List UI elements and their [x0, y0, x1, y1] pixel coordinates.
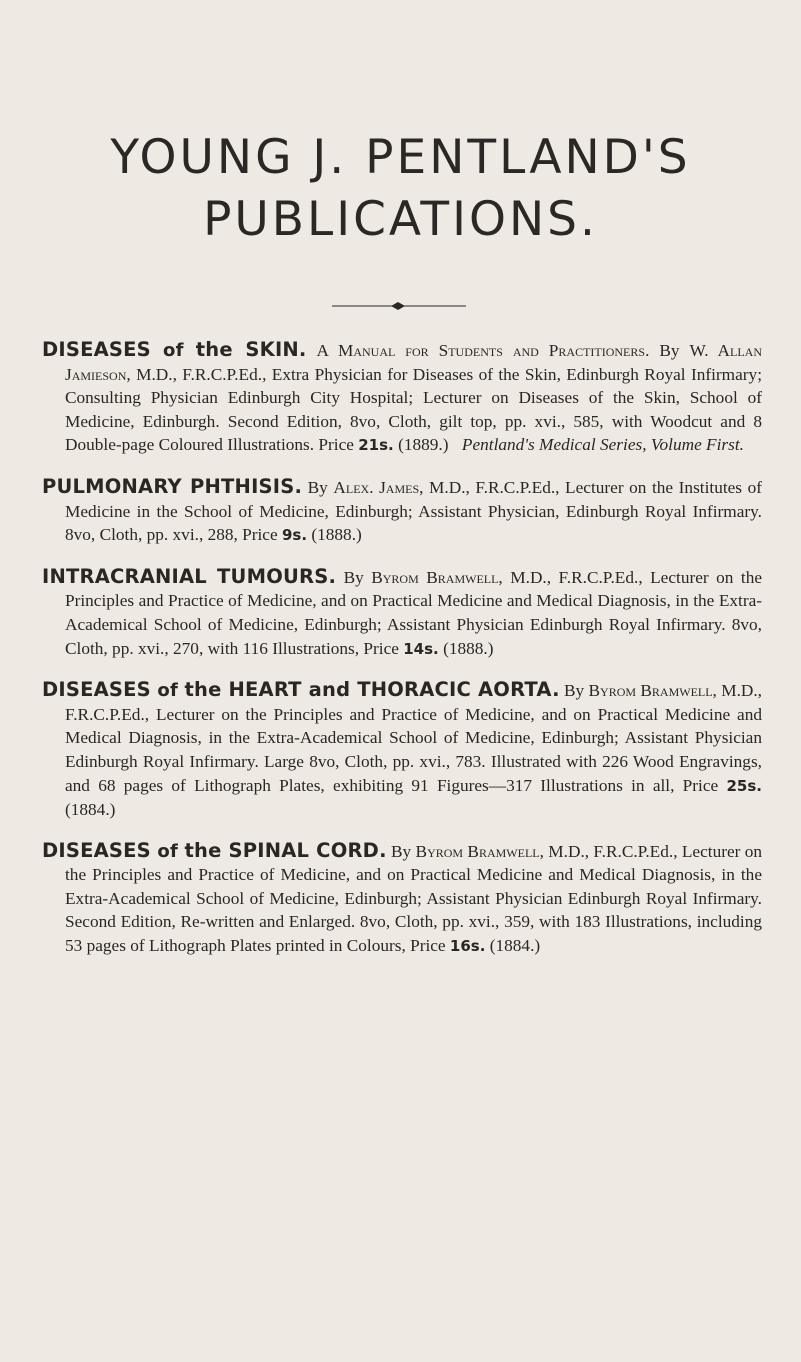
entry-by: By	[559, 681, 589, 701]
entry-year: (1888.)	[438, 638, 494, 658]
entry-year: (1889.)	[393, 435, 449, 455]
entry-title: DISEASES	[42, 838, 151, 862]
list-item	[42, 839, 762, 959]
entry-title-rest: the HEART and THORACIC AORTA.	[184, 678, 560, 702]
entry-title-of: of	[150, 680, 185, 702]
entry-title-of: of	[150, 840, 185, 862]
entry-author: Byrom Bramwell,	[371, 567, 503, 587]
entry-year: (1884.)	[485, 936, 541, 956]
entry-by: By	[386, 841, 416, 861]
entry-author: Byrom Bramwell,	[415, 841, 544, 861]
list-item	[42, 338, 762, 458]
entry-title-rest: the SKIN.	[195, 338, 307, 361]
entry-author: Alex. James,	[333, 477, 424, 497]
publisher-title: YOUNG J. PENTLAND'S	[110, 130, 691, 185]
entry-author: Byrom Bramwell,	[588, 681, 717, 701]
entry-description: M.D., F.R.C.P.Ed., Extra Physician for Diseases of the Skin, Edinburgh Royal Infirmary; Consulting Physician Edinburgh City Hospital; Lecturer on Diseases of the Skin, School of Medicine, Edinburgh. Second Edition, 8vo, Cloth, gilt top, pp. xvi., 585, with Woodcut and 8 Double-page Coloured Illustrations. Price	[65, 364, 762, 455]
entry-series: Pentland's Medical Series, Volume First.	[461, 435, 744, 455]
entry-by: By	[336, 567, 372, 587]
entry-author: W. Allan Jamieson,	[65, 341, 763, 384]
entry-by: By	[649, 341, 690, 360]
entry-description: M.D., F.R.C.P.Ed., Lecturer on the Principles and Practice of Medicine, and on Practical Medicine and Medical Diagnosis, in the Extra-Academical School of Medicine, Edinburgh; Assistant Physician Edinburgh Royal Infirmary. 8vo, Cloth, pp. xvi., 270, with 116 Illustrations, Price	[65, 567, 763, 658]
entry-title-rest: the SPINAL CORD.	[184, 838, 387, 862]
entry-price: 14s.	[403, 639, 439, 658]
entry-description: M.D., F.R.C.P.Ed., Lecturer on the Institutes of Medicine in the School of Medicine, Edinburgh; Assistant Physician, Edinburgh Royal Infirmary. 8vo, Cloth, pp. xvi., 288, Price	[65, 477, 762, 545]
list-item	[42, 678, 762, 822]
entry-title: DISEASES	[42, 338, 151, 361]
entry-title: DISEASES	[42, 678, 151, 702]
entry-description: M.D., F.R.C.P.Ed., Lecturer on the Principles and Practice of Medicine, and on Practical Medicine and Medical Diagnosis, in the Extra-Academical School of Medicine, Edinburgh; Assistant Physician Edinburgh Royal Infirmary. Second Edition, Re-written and Enlarged. 8vo, Cloth, pp. xvi., 359, with 183 Illustrations, including 53 pages of Lithograph Plates printed in Colours, Price	[65, 841, 763, 956]
list-item	[42, 475, 762, 548]
entry-price: 9s.	[281, 526, 308, 545]
entry-by: By	[302, 477, 334, 497]
entry-price: 25s.	[726, 776, 762, 795]
publications-heading: PUBLICATIONS.	[203, 192, 598, 247]
entry-title: PULMONARY PHTHISIS.	[42, 474, 303, 498]
entry-title: INTRACRANIAL TUMOURS.	[42, 564, 337, 588]
entry-price: 16s.	[449, 937, 486, 956]
entry-year: (1884.)	[65, 800, 116, 820]
entry-title-of: of	[150, 340, 196, 361]
entry-price: 21s.	[358, 436, 394, 455]
diamond-icon	[391, 302, 405, 310]
entry-year: (1888.)	[307, 525, 362, 545]
ornamental-divider	[332, 299, 466, 313]
publication-list	[42, 338, 762, 976]
entry-description: M.D., F.R.C.P.Ed., Lecturer on the Principles and Practice of Medicine, and on Practical Medicine and Medical Diagnosis, in the Extra-Academical School of Medicine, Edinburgh; Assistant Physician Edinburgh Royal Infirmary. Large 8vo, Cloth, pp. xvi., 783. Illustrated with 226 Wood Engravings, and 68 pages of Lithograph Plates, exhibiting 91 Figures—317 Illustrations in all, Price	[65, 681, 763, 795]
entry-subtitle: A Manual for Students and Practitioners.	[316, 341, 650, 360]
list-item	[42, 565, 762, 661]
